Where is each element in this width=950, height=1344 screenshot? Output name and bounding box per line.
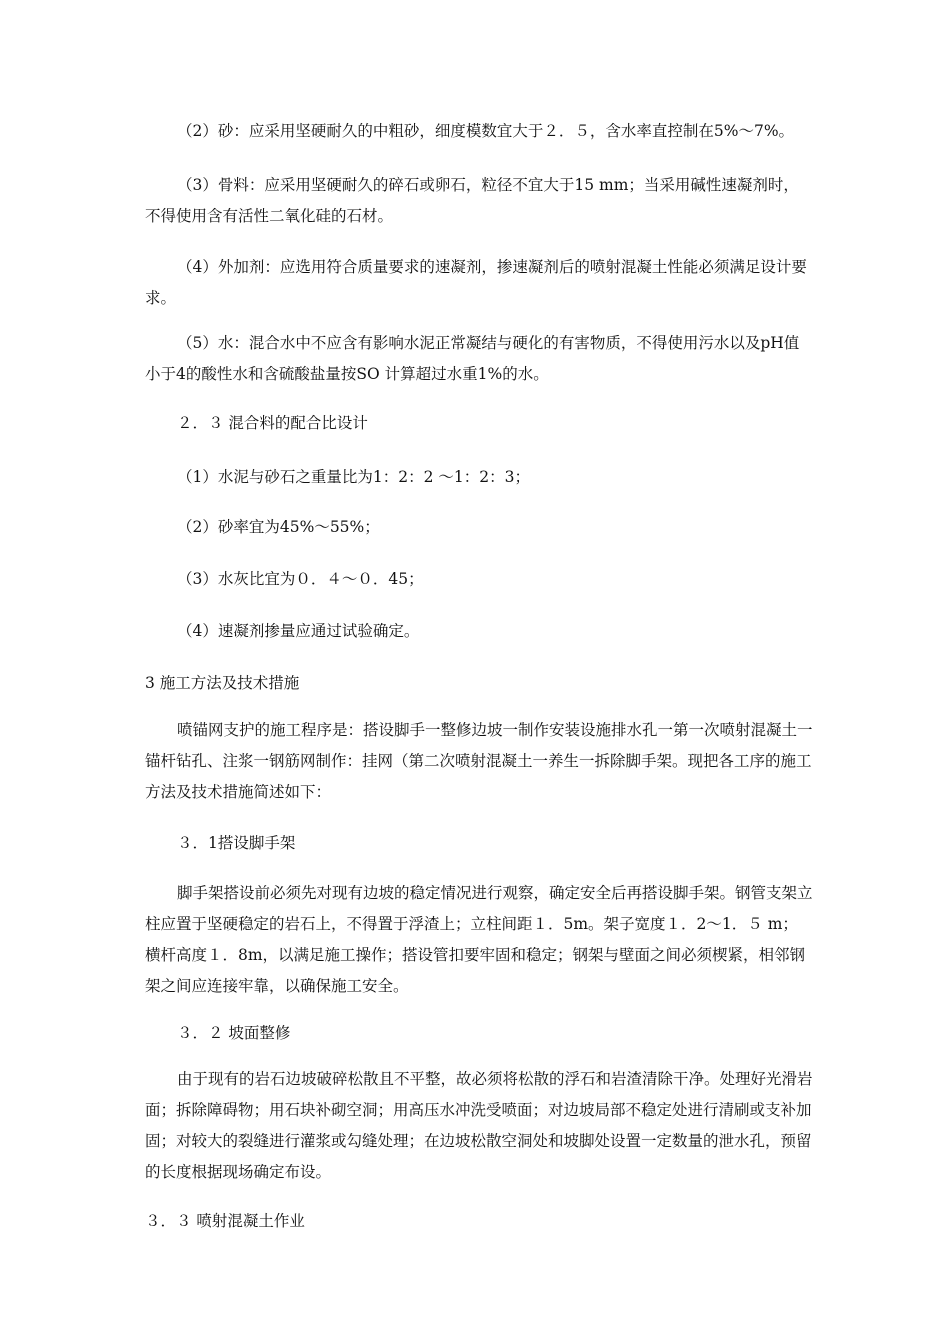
- paragraph-admixture: （4）外加剂：应选用符合质量要求的速凝剂，掺速凝剂后的喷射混凝土性能必须满足设计要求。: [145, 258, 807, 307]
- section-heading-3: 3 施工方法及技术措施: [145, 674, 300, 692]
- subheading-slope: ３．２ 坡面整修: [177, 1024, 291, 1042]
- paragraph-procedure: 喷锚网支护的施工程序是：搭设脚手一整修边坡一制作安装设施排水孔一第一次喷射混凝土一锚杆钻孔、注浆一钢筋网制作：挂网（第二次喷射混凝土一养生一拆除脚手架。现把各工序的施工方法及技术措施简述如下：: [145, 721, 813, 801]
- paragraph-aggregate: （3）骨料：应采用坚硬耐久的碎石或卵石，粒径不宜大于15 mm；当采用碱性速凝剂时，不得使用含有活性二氧化硅的石材。: [145, 176, 799, 225]
- list-item-mix-ratio: （1）水泥与砂石之重量比为1：2：2 ～1：2：3；: [177, 468, 530, 486]
- subheading-mix-design: ２．３ 混合料的配合比设计: [177, 414, 368, 432]
- subheading-scaffold: ３．1搭设脚手架: [177, 834, 296, 852]
- paragraph-slope: 由于现有的岩石边坡破碎松散且不平整，故必须将松散的浮石和岩渣清除干净。处理好光滑岩面；拆除障碍物；用石块补砌空洞；用高压水冲洗受喷面；对边坡局部不稳定处进行清刷或支补加固；对较大的裂缝进行灌浆或勾缝处理；在边坡松散空洞处和坡脚处设置一定数量的泄水孔，预留的长度根据现场确定布设。: [145, 1070, 813, 1181]
- subheading-shotcrete: ３．３ 喷射混凝土作业: [145, 1212, 305, 1230]
- list-item-sand-ratio: （2）砂率宜为45%～55%；: [177, 518, 380, 536]
- list-item-accelerator: （4）速凝剂掺量应通过试验确定。: [177, 622, 420, 640]
- paragraph-sand: （2）砂：应采用坚硬耐久的中粗砂，细度模数宜大于２．５，含水率直控制在5%～7%。: [177, 122, 795, 140]
- list-item-water-cement: （3）水灰比宜为０．４～０．45；: [177, 570, 424, 588]
- paragraph-scaffold: 脚手架搭设前必须先对现有边坡的稳定情况进行观察，确定安全后再搭设脚手架。钢管支架立柱应置于坚硬稳定的岩石上，不得置于浮渣上；立柱间距１．5m。架子宽度１．2～1．５ m；横杆高度１．8m，以满足施工操作；搭设管扣要牢固和稳定；钢架与壁面之间必须楔紧，相邻钢架之间应连接牢靠，以确保施工安全。: [145, 884, 813, 995]
- paragraph-water: （5）水：混合水中不应含有影响水泥正常凝结与硬化的有害物质，不得使用污水以及pH值小于4的酸性水和含硫酸盐量按SO 计算超过水重1%的水。: [145, 334, 800, 383]
